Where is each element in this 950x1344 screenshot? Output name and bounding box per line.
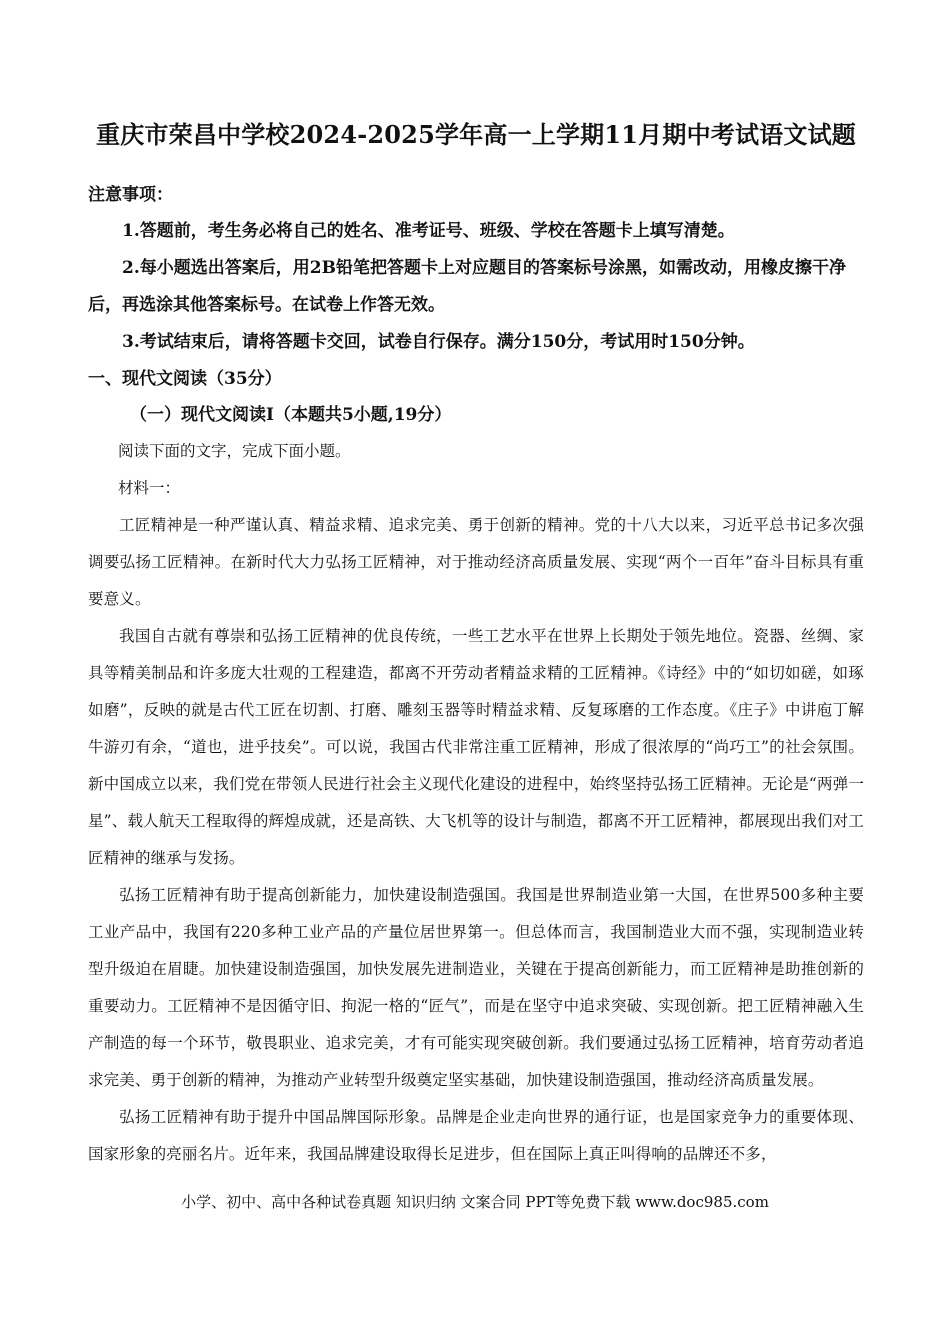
exam-page	[88, 118, 864, 1173]
passage-paragraph-4: 弘扬工匠精神有助于提升中国品牌国际形象。品牌是企业走向世界的通行证，也是国家竞争力的重要体现、国家形象的亮丽名片。近年来，我国品牌建设取得长足进步，但在国际上真正叫得响的品牌还不多，	[88, 1108, 864, 1163]
subsection-heading: （一）现代文阅读Ⅰ（本题共5小题,19分）	[130, 405, 452, 425]
notice-item-3: 3.考试结束后，请将答题卡交回，试卷自行保存。满分150分，考试用时150分钟。	[122, 332, 755, 352]
material-label: 材料一：	[118, 479, 181, 497]
exam-title: 重庆市荣昌中学校2024-2025学年高一上学期11月期中考试语文试题	[96, 120, 856, 149]
passage-paragraph-1: 工匠精神是一种严谨认真、精益求精、追求完美、勇于创新的精神。党的十八大以来，习近平总书记多次强调要弘扬工匠精神。在新时代大力弘扬工匠精神，对于推动经济高质量发展、实现“两个一百年”奋斗目标具有重要意义。	[88, 516, 864, 608]
notice-item-2: 2.每小题选出答案后，用2B铅笔把答题卡上对应题目的答案标号涂黑，如需改动，用橡皮擦干净后，再选涂其他答案标号。在试卷上作答无效。	[88, 258, 846, 315]
notice-block	[88, 177, 864, 361]
section-heading: 一、现代文阅读（35分）	[88, 369, 282, 389]
notice-heading: 注意事项：	[88, 185, 173, 205]
page-footer: 小学、初中、高中各种试卷真题 知识归纳 文案合同 PPT等免费下载 www.doc985.com	[181, 1193, 769, 1211]
passage-paragraph-2: 我国自古就有尊崇和弘扬工匠精神的优良传统，一些工艺水平在世界上长期处于领先地位。瓷器、丝绸、家具等精美制品和许多庞大壮观的工程建造，都离不开劳动者精益求精的工匠精神。《诗经》中的“如切如磋，如琢如磨”，反映的就是古代工匠在切割、打磨、雕刻玉器等时精益求精、反复琢磨的工作态度。《庄子》中讲庖丁解牛游刃有余，“道也，进乎技矣”。可以说，我国古代非常注重工匠精神，形成了很浓厚的“尚巧工”的社会氛围。新中国成立以来，我们党在带领人民进行社会主义现代化建设的进程中，始终坚持弘扬工匠精神。无论是“两弹一星”、载人航天工程取得的辉煌成就，还是高铁、大飞机等的设计与制造，都离不开工匠精神，都展现出我们对工匠精神的继承与发扬。	[88, 627, 864, 867]
notice-item-1: 1.答题前，考生务必将自己的姓名、准考证号、班级、学校在答题卡上填写清楚。	[122, 221, 735, 241]
passage-paragraph-3: 弘扬工匠精神有助于提高创新能力，加快建设制造强国。我国是世界制造业第一大国，在世界500多种主要工业产品中，我国有220多种工业产品的产量位居世界第一。但总体而言，我国制造业大而不强，实现制造业转型升级迫在眉睫。加快建设制造强国，加快发展先进制造业，关键在于提高创新能力，而工匠精神是助推创新的重要动力。工匠精神不是因循守旧、拘泥一格的“匠气”，而是在坚守中追求突破、实现创新。把工匠精神融入生产制造的每一个环节，敬畏职业、追求完美，才有可能实现突破创新。我们要通过弘扬工匠精神，培育劳动者追求完美、勇于创新的精神，为推动产业转型升级奠定坚实基础，加快建设制造强国，推动经济高质量发展。	[88, 886, 864, 1089]
reading-instruction: 阅读下面的文字，完成下面小题。	[118, 442, 351, 460]
reading-passage	[88, 507, 864, 1173]
